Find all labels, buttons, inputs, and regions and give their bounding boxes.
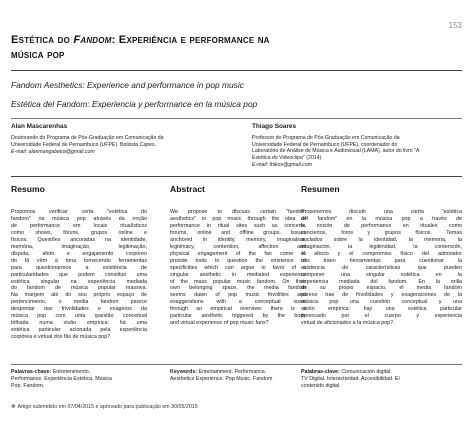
article-title bbox=[11, 33, 451, 63]
text-line: fandom" na música pop através da noção bbox=[11, 215, 147, 222]
text-line: de performance em locais ritualísticos bbox=[11, 222, 147, 229]
abstract-text bbox=[301, 209, 462, 327]
keywords-line bbox=[11, 369, 151, 376]
text-line: corpórea e virtual dos fãs de música pop? bbox=[11, 334, 111, 341]
text-line: through an empirical overview: there is a bbox=[170, 306, 306, 313]
abstract-column-es bbox=[301, 184, 462, 327]
text-line: música pop com uma questão conceitual bbox=[11, 313, 147, 320]
keywords-line: contenido digital. bbox=[301, 382, 341, 389]
keywords-line bbox=[301, 369, 461, 376]
authors-divider bbox=[11, 176, 462, 177]
text-line: existencia de características que pueden bbox=[301, 264, 462, 271]
text-line: del fandom" en la música pop a través de bbox=[301, 215, 462, 222]
abstract-text bbox=[170, 209, 306, 327]
text-line: anchored in identity, memory, imagination, bbox=[170, 236, 306, 243]
text-line: disputa, afeto e engajamento corpóreo bbox=[11, 250, 147, 257]
text-line: conciertos, foros y grupos físicos. Temas bbox=[301, 229, 462, 236]
text-line: visión empírica: hay una estética particular bbox=[301, 306, 462, 313]
text-line: performance in ritual sites such as concerts, bbox=[170, 222, 306, 229]
text-line: and virtual experience of pop music fans? bbox=[170, 320, 269, 327]
author-affiliation: Universidade Federal de Pernambuco (UFPE), coordenador do bbox=[252, 141, 398, 148]
title-italic-part: Fandom bbox=[73, 34, 112, 46]
abstract-column-pt bbox=[11, 184, 147, 341]
keywords-label: Palavras-chave: bbox=[11, 369, 52, 375]
text-line: provocado por el cuerpo y experiencia bbox=[301, 313, 462, 320]
text-line: forums, online and offline groups. Issues bbox=[170, 229, 306, 236]
column-heading: Abstract bbox=[170, 184, 205, 194]
text-line: despontar das frivolidades e exageros da bbox=[11, 306, 147, 313]
author-affiliation: Doutorando do Programa de Pós-Graduação em Comunicação da bbox=[11, 135, 164, 142]
text-line: particular aesthetic triggered by the body bbox=[170, 313, 306, 320]
column-heading: Resumo bbox=[11, 184, 45, 194]
title-part: : Experiência e performance na bbox=[111, 34, 270, 46]
footnote-mark-icon: ✤ bbox=[11, 404, 16, 410]
title-divider bbox=[11, 70, 462, 71]
abstract-column-en bbox=[170, 184, 306, 327]
text-line: componer una singular estética en la bbox=[301, 271, 462, 278]
text-line: para questionarmos a existência de bbox=[11, 264, 147, 271]
footnote-text: Artigo submetido em 07/04/2015 e aprovado para publicação em 30/05/2015 bbox=[17, 404, 198, 410]
keywords-line: Aesthetics Experience. Pop Music. Fandom bbox=[170, 375, 273, 382]
author-affiliation: Laboratório de Análise de Música e Audiovisual (LAMA), autor do livro "A bbox=[252, 148, 420, 155]
keywords-label: Keywords: bbox=[170, 369, 198, 375]
page-number: 153 bbox=[448, 21, 462, 30]
author-affiliation: Universidade Federal de Pernambuco (UFPE). Bolsista Capes. bbox=[11, 141, 157, 148]
text-line: pertencimento, o media fandom parece bbox=[11, 299, 147, 306]
text-line: Propomos verificar certa "estética do bbox=[11, 209, 147, 215]
text-line: estética particular acionada pela experiência bbox=[11, 327, 147, 334]
author-name: Alan Mascarenhas bbox=[11, 123, 68, 130]
text-line: singular aesthetic in mediated experience bbox=[170, 271, 306, 278]
author-block-1 bbox=[11, 124, 201, 156]
text-line: memória, imaginação, legitimação, bbox=[11, 243, 147, 250]
text-line: specificities which can argue in favor of a bbox=[170, 264, 306, 271]
text-line: nos traen herramientas para cuestionar la bbox=[301, 257, 462, 264]
article-title-line-1 bbox=[11, 33, 451, 48]
submission-footnote bbox=[11, 404, 198, 410]
text-line: de su propio espacio, el media fandom bbox=[301, 285, 462, 292]
keywords-text: Entretenimento. bbox=[51, 369, 91, 375]
author-block-2 bbox=[252, 124, 462, 168]
text-line: el afecto y el compromiso físico del admirador bbox=[301, 250, 462, 257]
text-line: anclados sobre la identidad, la memoria, la bbox=[301, 236, 462, 243]
text-line: exaggerations with a conceptual issue bbox=[170, 299, 306, 306]
keywords-line: TV Digital. Interactividad. Accesibilidad. El bbox=[301, 375, 400, 382]
author-email[interactable]: E-mail: thikos@gmail.com bbox=[252, 162, 313, 169]
title-part: Estética do bbox=[11, 34, 74, 46]
author-affiliation: Professor do Programa de Pós-Graduação em Comunicação da bbox=[252, 135, 400, 142]
english-title: Fandom Aesthetics: Experience and performance in pop music bbox=[11, 80, 244, 90]
text-line: físicos. Questões ancoradas na identidade, bbox=[11, 236, 147, 243]
text-line: parece trae de frivolidades y exageraciones de la bbox=[301, 292, 462, 299]
text-line: seems dawn of pop music frivolities and bbox=[170, 292, 306, 299]
text-line: la noción de performance en rituales como bbox=[301, 222, 462, 229]
text-line: trilhada numa visão empírica: há uma bbox=[11, 320, 147, 327]
spanish-title: Estética del Fandom: Experiencia y performance en la música pop bbox=[11, 99, 258, 109]
text-line: Na margem até do seu próprio espaço de bbox=[11, 292, 147, 299]
abstract-text bbox=[11, 209, 147, 341]
text-line: estética singular na experiência mediada bbox=[11, 278, 147, 285]
text-line: do fã vêm à tona fornecendo ferramentas bbox=[11, 257, 147, 264]
keywords-divider bbox=[11, 364, 462, 365]
text-line: imaginación, la legitimidad, la contención, bbox=[301, 243, 462, 250]
keywords-text: Comunicación digital. bbox=[339, 369, 392, 375]
author-name: Thiago Soares bbox=[252, 123, 297, 130]
author-email[interactable]: E-mail: alanmangabeira@gmail.com bbox=[11, 149, 95, 156]
text-line: of the mass popular music fandom. On their bbox=[170, 278, 306, 285]
text-line: música pop una cuestión conceptual y una bbox=[301, 299, 462, 306]
text-line: legitimacy, contention, affection and bbox=[170, 243, 306, 250]
text-line: particularidades que podem constituir uma bbox=[11, 271, 147, 278]
column-heading: Resumen bbox=[301, 184, 340, 194]
titles-divider bbox=[11, 118, 462, 119]
keywords-line bbox=[170, 369, 300, 376]
text-line: como shows, fóruns, grupos online e bbox=[11, 229, 147, 236]
keywords-pt bbox=[11, 369, 151, 390]
text-line: We propose to discuss certain "fandom bbox=[170, 209, 306, 215]
keywords-line: Performance. Experiência Estética. Música bbox=[11, 375, 112, 382]
keywords-line: Pop. Fandom. bbox=[11, 382, 45, 389]
keywords-label: Palabras-clave: bbox=[301, 369, 340, 375]
text-line: experiencia mediada del fandom. En la orilla bbox=[301, 278, 462, 285]
text-line: aesthetics" in pop music through the idea of bbox=[170, 215, 306, 222]
keywords-en bbox=[170, 369, 300, 383]
keywords-es bbox=[301, 369, 461, 390]
text-line: Proponemos discutir una cierta "estética bbox=[301, 209, 462, 215]
text-line: virtual de aficionados a la música pop?. bbox=[301, 320, 395, 327]
text-line: own belonging space, the media fandom bbox=[170, 285, 306, 292]
text-line: physical engagement of the fan come to bbox=[170, 250, 306, 257]
article-title-line-2: música pop bbox=[11, 49, 65, 61]
text-line: provide tools to question the existence of bbox=[170, 257, 306, 264]
text-line: do fandom de música popular massiva. bbox=[11, 285, 147, 292]
keywords-text: Entertainment. Performance. bbox=[197, 369, 267, 375]
author-affiliation: Estética do Videoclipe" (2014). bbox=[252, 154, 323, 161]
